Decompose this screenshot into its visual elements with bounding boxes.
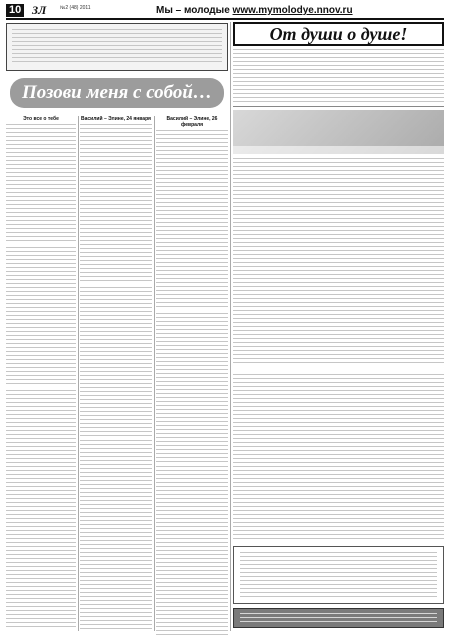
column-2-text — [80, 124, 152, 284]
column-3-text — [156, 313, 228, 463]
intro-text — [12, 29, 222, 65]
site-banner-text: Мы – молодые — [156, 5, 230, 16]
column-4-text — [233, 158, 444, 366]
column-1-text — [6, 390, 76, 630]
column-1-title: Это все о тебе — [23, 116, 59, 122]
column-1 — [6, 116, 76, 631]
headline-right: От души о душе! — [233, 22, 444, 46]
lead-right — [233, 49, 444, 107]
column-divider — [154, 116, 155, 631]
column-2-text — [80, 287, 152, 437]
intro-box — [6, 23, 228, 71]
newspaper-logo: ЗЛ — [32, 3, 47, 17]
site-banner — [156, 4, 353, 17]
masthead — [6, 4, 444, 20]
column-2 — [80, 116, 152, 631]
page-number: 10 — [6, 4, 24, 17]
reader-message-text — [240, 552, 437, 598]
column-3 — [156, 116, 228, 631]
footer-text — [240, 613, 437, 623]
site-url[interactable]: www.mymolodye.nnov.ru — [232, 5, 353, 16]
column-2-title: Василий – Элине, 24 января — [81, 116, 151, 122]
footer-bar — [233, 608, 444, 628]
column-1-text — [6, 124, 76, 244]
reader-message-box — [233, 546, 444, 604]
column-1-text — [6, 247, 76, 387]
column-divider — [230, 22, 231, 631]
lead-text — [233, 49, 444, 103]
column-4b-text — [233, 374, 444, 539]
column-4b — [233, 374, 444, 541]
column-3-text — [156, 130, 228, 310]
column-divider — [78, 116, 79, 631]
column-3-title: Василий – Элине, 26 февраля — [166, 116, 218, 128]
issue-line: №2 (48) 2011 — [60, 5, 91, 11]
article-photo — [233, 110, 444, 154]
column-2-text — [80, 440, 152, 630]
column-3-text — [156, 466, 228, 636]
headline-left: Позови меня с собой… — [10, 78, 224, 108]
photo-caption-strip — [233, 146, 444, 154]
